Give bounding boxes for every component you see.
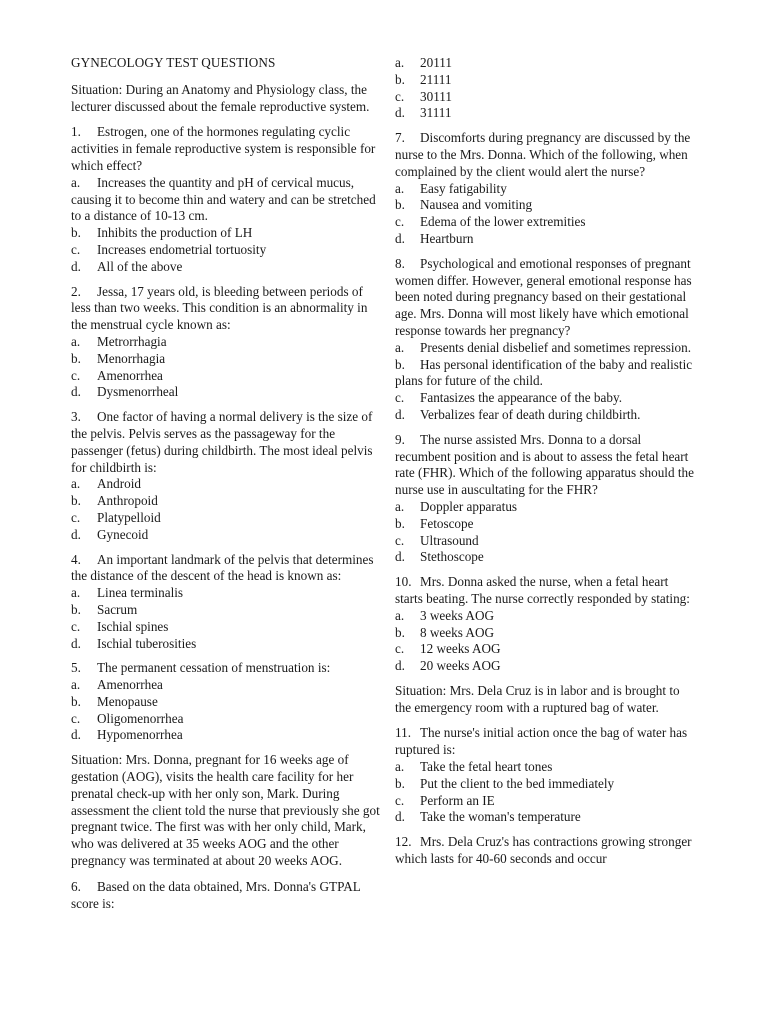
option-letter: a.: [71, 677, 81, 693]
option-text: Increases the quantity and pH of cervical mucus, causing it to become thin and watery and can be stretched to a distance of 10-13 cm.: [71, 174, 376, 224]
option-b: [395, 625, 697, 642]
option-b: [71, 602, 383, 619]
option-text: Edema of the lower extremities: [420, 214, 586, 230]
option-letter: d.: [71, 727, 81, 743]
option-letter: a.: [71, 333, 81, 349]
option-text: Easy fatigability: [420, 180, 507, 196]
option-text: Metrorrhagia: [97, 333, 167, 349]
question-6-options: [395, 55, 697, 122]
option-letter: a.: [71, 585, 81, 601]
question-number: 4.: [71, 551, 81, 567]
option-letter: d.: [395, 105, 405, 121]
option-c: [395, 793, 697, 810]
option-d: [71, 384, 383, 401]
option-text: Increases endometrial tortuosity: [97, 241, 267, 257]
option-text: Doppler apparatus: [420, 498, 518, 514]
question-3: [71, 409, 383, 543]
option-c: [71, 368, 383, 385]
question-stem: The permanent cessation of menstruation is:: [97, 660, 331, 676]
option-letter: d.: [395, 406, 405, 422]
option-text: Ischial spines: [97, 618, 169, 634]
option-c: [71, 619, 383, 636]
question-number: 10.: [395, 574, 412, 590]
option-letter: b.: [71, 350, 81, 366]
option-text: Menopause: [97, 693, 158, 709]
question-5: [71, 660, 383, 744]
option-letter: c.: [71, 241, 81, 257]
question-stem: Mrs. Donna asked the nurse, when a fetal heart starts beating. The nurse correctly responded by stating:: [395, 574, 690, 606]
option-letter: a.: [395, 498, 405, 514]
option-b: [395, 72, 697, 89]
option-c: [395, 214, 697, 231]
question-stem: An important landmark of the pelvis that determines the distance of the descent of the head is known as:: [71, 551, 374, 584]
situation-1: Situation: During an Anatomy and Physiology class, the lecturer discussed about the female reproductive system.: [71, 81, 370, 114]
option-text: Has personal identification of the baby and realistic plans for future of the child.: [395, 356, 693, 389]
question-stem: Discomforts during pregnancy are discussed by the nurse to the Mrs. Donna. Which of the following, when complained by the client would alert the nurse?: [395, 130, 691, 179]
option-letter: d.: [395, 809, 405, 825]
option-text: Ischial tuberosities: [97, 635, 197, 651]
option-letter: c.: [71, 509, 81, 525]
option-letter: a.: [395, 607, 405, 623]
option-letter: c.: [71, 367, 81, 383]
option-letter: c.: [71, 618, 81, 634]
option-d: [395, 231, 697, 248]
question-stem: Based on the data obtained, Mrs. Donna's GTPAL score is:: [71, 878, 361, 911]
option-d: [71, 527, 383, 544]
option-text: Amenorrhea: [97, 677, 163, 693]
option-letter: b.: [395, 515, 405, 531]
option-d: [395, 809, 697, 826]
option-letter: d.: [71, 384, 81, 400]
option-text: 12 weeks AOG: [420, 641, 501, 657]
option-c: [71, 242, 383, 259]
question-number: 11.: [395, 725, 411, 741]
option-text: 31111: [420, 105, 452, 121]
option-d: [395, 549, 697, 566]
option-letter: c.: [395, 390, 405, 406]
option-text: Fetoscope: [420, 515, 474, 531]
option-d: [71, 259, 383, 276]
option-c: [395, 89, 697, 106]
option-d: [395, 658, 697, 675]
option-text: Ultrasound: [420, 532, 479, 548]
question-12: [395, 834, 697, 868]
option-text: Presents denial disbelief and sometimes repression.: [420, 339, 692, 355]
question-6: [71, 879, 383, 913]
option-text: 8 weeks AOG: [420, 624, 494, 640]
option-a: [71, 585, 383, 602]
option-a: [71, 476, 383, 493]
option-text: Verbalizes fear of death during childbirth.: [420, 406, 641, 422]
option-text: Gynecoid: [97, 526, 149, 542]
left-column: [71, 55, 383, 920]
option-letter: d.: [71, 526, 81, 542]
option-text: Put the client to the bed immediately: [420, 775, 615, 791]
option-a: [395, 608, 697, 625]
option-text: Oligomenorrhea: [97, 710, 184, 726]
option-letter: b.: [395, 775, 405, 791]
option-b: [395, 776, 697, 793]
option-d: [395, 105, 697, 122]
option-letter: a.: [395, 339, 405, 355]
option-a: [71, 175, 383, 225]
option-text: Perform an IE: [420, 792, 495, 808]
option-letter: a.: [395, 55, 405, 70]
option-text: Platypelloid: [97, 509, 161, 525]
option-text: Nausea and vomiting: [420, 197, 533, 213]
option-b: [395, 357, 697, 391]
option-d: [395, 407, 697, 424]
option-letter: b.: [395, 71, 405, 87]
document-title: GYNECOLOGY TEST QUESTIONS: [71, 55, 276, 70]
question-stem: Mrs. Dela Cruz's has contractions growing stronger which lasts for 40-60 seconds and occur: [395, 834, 692, 867]
question-number: 7.: [395, 130, 405, 146]
option-b: [395, 197, 697, 214]
option-letter: b.: [395, 356, 405, 372]
option-text: 20111: [420, 55, 452, 70]
question-number: 5.: [71, 660, 81, 676]
option-text: Anthropoid: [97, 493, 158, 509]
option-c: [71, 711, 383, 728]
question-2: [71, 284, 383, 402]
option-text: Take the woman's temperature: [420, 809, 581, 825]
question-number: 12.: [395, 834, 412, 850]
option-c: [395, 641, 697, 658]
question-stem: The nurse assisted Mrs. Donna to a dorsal recumbent position and is about to assess the fetal heart rate (FHR). Which of the following apparatus should the nurse use in auscultating for the FHR?: [395, 431, 694, 498]
option-text: Dysmenorrheal: [97, 384, 179, 400]
option-a: [395, 181, 697, 198]
question-1: [71, 124, 383, 275]
question-stem: Psychological and emotional responses of pregnant women differ. However, general emotional response has been noted during pregnancy based on their gestational age. Mrs. Donna will most likely have which emotional response towards her pregnancy?: [395, 255, 692, 338]
option-text: 3 weeks AOG: [420, 607, 494, 623]
option-letter: b.: [71, 601, 81, 617]
option-c: [71, 510, 383, 527]
option-letter: a.: [395, 180, 405, 196]
question-10: [395, 574, 697, 675]
option-text: Heartburn: [420, 230, 474, 246]
question-stem: One factor of having a normal delivery is the size of the pelvis. Pelvis serves as the passageway for the passenger (fetus) during childbirth. The most ideal pelvis for childbirth is:: [71, 409, 373, 475]
question-number: 9.: [395, 431, 405, 447]
right-column: [395, 55, 697, 876]
option-text: All of the above: [97, 258, 183, 274]
option-d: [71, 636, 383, 653]
option-letter: a.: [71, 476, 81, 492]
option-text: Menorrhagia: [97, 350, 166, 366]
option-letter: d.: [395, 230, 405, 246]
option-a: [395, 55, 697, 72]
option-letter: a.: [395, 759, 405, 775]
option-b: [71, 225, 383, 242]
option-letter: c.: [395, 532, 405, 548]
option-text: 20 weeks AOG: [420, 658, 501, 674]
question-number: 1.: [71, 124, 81, 140]
option-a: [395, 340, 697, 357]
question-8: [395, 256, 697, 424]
option-d: [71, 727, 383, 744]
option-letter: c.: [395, 214, 405, 230]
option-text: Sacrum: [97, 601, 138, 617]
option-b: [71, 493, 383, 510]
question-number: 2.: [71, 283, 81, 299]
question-number: 3.: [71, 409, 81, 425]
option-a: [71, 677, 383, 694]
situation-2: Situation: Mrs. Donna, pregnant for 16 weeks age of gestation (AOG), visits the health care facility for her prenatal check-up with her only son, Mark. During assessment the client told the nurse that previously she got pregnant twice. The first was with her only child, Mark, who was delivered at 35 weeks AOG and the other pregnancy was terminated at about 20 weeks AOG.: [71, 752, 380, 869]
question-4: [71, 552, 383, 653]
option-letter: c.: [395, 641, 405, 657]
question-7: [395, 130, 697, 248]
option-letter: b.: [71, 693, 81, 709]
option-letter: c.: [395, 792, 405, 808]
option-a: [395, 499, 697, 516]
option-text: Fantasizes the appearance of the baby.: [420, 390, 622, 406]
option-b: [71, 351, 383, 368]
option-text: Stethoscope: [420, 549, 484, 565]
option-b: [71, 694, 383, 711]
option-text: Inhibits the production of LH: [97, 225, 253, 241]
question-11: [395, 725, 697, 826]
option-text: Amenorrhea: [97, 367, 163, 383]
option-c: [395, 390, 697, 407]
option-letter: c.: [71, 710, 81, 726]
option-text: Hypomenorrhea: [97, 727, 183, 743]
question-stem: Jessa, 17 years old, is bleeding between periods of less than two weeks. This condition is an abnormality in the menstrual cycle known as:: [71, 283, 368, 333]
situation-3: Situation: Mrs. Dela Cruz is in labor and is brought to the emergency room with a ruptured bag of water.: [395, 682, 680, 715]
option-letter: c.: [395, 88, 405, 104]
option-letter: b.: [395, 197, 405, 213]
question-number: 6.: [71, 878, 81, 894]
option-letter: d.: [71, 635, 81, 651]
question-number: 8.: [395, 255, 405, 271]
option-text: Linea terminalis: [97, 585, 184, 601]
option-letter: a.: [71, 174, 81, 190]
option-a: [395, 759, 697, 776]
question-stem: The nurse's initial action once the bag of water has ruptured is:: [395, 725, 688, 758]
option-c: [395, 533, 697, 550]
option-a: [71, 334, 383, 351]
option-letter: b.: [395, 624, 405, 640]
option-letter: d.: [395, 549, 405, 565]
option-text: 21111: [420, 71, 452, 87]
question-stem: Estrogen, one of the hormones regulating cyclic activities in female reproductive system is responsible for which effect?: [71, 124, 376, 173]
option-letter: b.: [71, 225, 81, 241]
option-b: [395, 516, 697, 533]
option-text: 30111: [420, 88, 452, 104]
option-text: Take the fetal heart tones: [420, 759, 553, 775]
option-letter: d.: [71, 258, 81, 274]
option-letter: d.: [395, 658, 405, 674]
option-text: Android: [97, 476, 141, 492]
option-letter: b.: [71, 493, 81, 509]
question-9: [395, 432, 697, 566]
